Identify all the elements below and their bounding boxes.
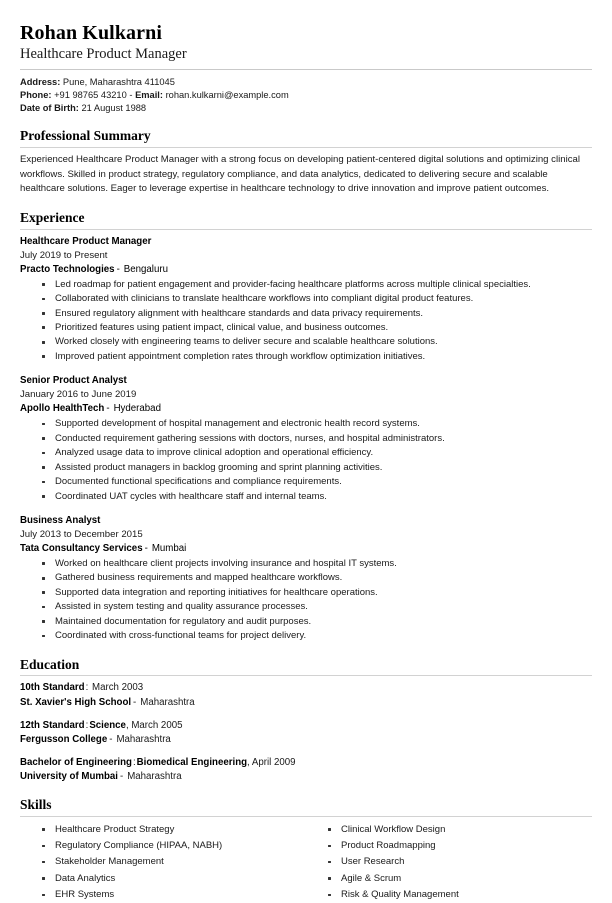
experience-company-name: Tata Consultancy Services xyxy=(20,542,143,554)
contact-details xyxy=(20,76,592,116)
section-experience xyxy=(20,210,592,644)
experience-bullet-list xyxy=(20,417,592,504)
experience-bullet: Led roadmap for patient engagement and provider-facing healthcare platforms across multiple clinical specialties. xyxy=(20,278,592,292)
education-qualification-line xyxy=(20,756,592,770)
section-heading-summary: Professional Summary xyxy=(20,128,151,144)
experience-bullet: Ensured regulatory alignment with healthcare standards and data privacy requirements. xyxy=(20,307,592,321)
experience-location: Mumbai xyxy=(151,542,187,554)
experience-bullet: Coordinated with cross-functional teams for project delivery. xyxy=(20,629,592,643)
experience-role: Business Analyst xyxy=(20,514,101,526)
education-institution-line xyxy=(20,696,592,710)
education-colon: : xyxy=(132,756,136,768)
education-institution: St. Xavier's High School xyxy=(20,696,132,708)
education-qualification-line xyxy=(20,681,592,695)
education-entry xyxy=(20,719,592,747)
education-entry-list xyxy=(20,681,592,783)
education-institution-line xyxy=(20,770,592,784)
experience-company-line xyxy=(20,402,592,416)
experience-dates: January 2016 to June 2019 xyxy=(20,389,137,401)
section-divider-skills xyxy=(20,816,592,817)
education-colon: : xyxy=(85,719,89,731)
experience-bullet: Collaborated with clinicians to translate healthcare workflows into compliant digital product features. xyxy=(20,292,592,306)
experience-location: Bengaluru xyxy=(123,263,168,275)
section-divider-summary xyxy=(20,147,592,148)
experience-bullet: Analyzed usage data to improve clinical adoption and operational efficiency. xyxy=(20,446,592,460)
experience-separator: - xyxy=(144,542,148,554)
education-date: , March 2005 xyxy=(125,719,183,731)
summary-text: Experienced Healthcare Product Manager with a strong focus on developing patient-centered digital solutions and optimizing clinical workflows. Skilled in product strategy, regulatory compliance, and data analytics, dedicated to delivering secure and scalable healthcare solutions. Eager to leverage expertise in healthcare technology to drive innovation and improve patient outcomes. xyxy=(20,154,580,195)
phone-label: Phone: xyxy=(20,89,52,100)
experience-bullet: Worked closely with engineering teams to deliver secure and scalable healthcare solutions. xyxy=(20,335,592,349)
education-separator: - xyxy=(119,770,124,782)
skill-item: Product Roadmapping xyxy=(306,838,592,854)
skills-column-right xyxy=(306,822,592,903)
education-institution: University of Mumbai xyxy=(20,770,118,782)
experience-bullet: Conducted requirement gathering sessions with doctors, nurses, and hospital administrators. xyxy=(20,432,592,446)
candidate-name: Rohan Kulkarni xyxy=(20,22,163,44)
candidate-job-title: Healthcare Product Manager xyxy=(20,46,187,63)
education-entry xyxy=(20,681,592,709)
education-date: March 2003 xyxy=(89,682,144,694)
experience-bullet-list xyxy=(20,557,592,644)
contact-phone-email-line xyxy=(20,89,592,102)
education-qualification: 10th Standard xyxy=(20,682,85,694)
experience-role: Healthcare Product Manager xyxy=(20,235,152,247)
experience-bullet: Prioritized features using patient impact, clinical value, and business outcomes. xyxy=(20,321,592,335)
experience-bullet: Assisted product managers in backlog grooming and sprint planning activities. xyxy=(20,461,592,475)
skills-columns xyxy=(20,822,592,903)
resume-header xyxy=(20,22,592,115)
education-separator: - xyxy=(133,696,137,708)
experience-bullet: Worked on healthcare client projects involving insurance and hospital IT systems. xyxy=(20,557,592,571)
education-location: Maharashtra xyxy=(127,770,182,782)
experience-company-line xyxy=(20,263,592,277)
education-institution: Fergusson College xyxy=(20,733,108,745)
contact-dob-line xyxy=(20,102,592,115)
skill-item: Agile & Scrum xyxy=(306,871,592,887)
section-heading-education: Education xyxy=(20,656,80,672)
education-location: Maharashtra xyxy=(140,696,195,708)
experience-location: Hyderabad xyxy=(113,403,161,415)
experience-bullet: Coordinated UAT cycles with healthcare staff and internal teams. xyxy=(20,490,592,504)
experience-dates: July 2019 to Present xyxy=(20,249,108,261)
education-stream: Biomedical Engineering xyxy=(136,756,248,768)
experience-bullet: Improved patient appointment completion rates through workflow optimization initiatives. xyxy=(20,350,592,364)
contact-address-line xyxy=(20,76,592,89)
experience-bullet: Assisted in system testing and quality assurance processes. xyxy=(20,600,592,614)
section-professional-summary xyxy=(20,128,592,197)
education-colon: : xyxy=(85,682,89,694)
skill-item: Healthcare Product Strategy xyxy=(20,822,306,838)
education-separator: - xyxy=(109,733,113,745)
section-skills xyxy=(20,797,592,903)
education-qualification-line xyxy=(20,719,592,733)
skill-item: Risk & Quality Management xyxy=(306,887,592,903)
education-date: , April 2009 xyxy=(247,756,296,768)
education-location: Maharashtra xyxy=(116,733,171,745)
section-heading-skills: Skills xyxy=(20,796,52,812)
education-qualification: Bachelor of Engineering xyxy=(20,756,132,768)
experience-entry xyxy=(20,374,592,504)
section-divider-education xyxy=(20,675,592,676)
skill-item: Data Analytics xyxy=(20,871,306,887)
education-stream: Science xyxy=(89,719,126,731)
experience-bullet: Supported data integration and reporting initiatives for healthcare operations. xyxy=(20,586,592,600)
experience-separator: - xyxy=(116,263,120,275)
skill-item: Regulatory Compliance (HIPAA, NABH) xyxy=(20,838,306,854)
experience-bullet: Gathered business requirements and mapped healthcare workflows. xyxy=(20,571,592,585)
experience-separator: - xyxy=(106,403,110,415)
experience-company-name: Apollo HealthTech xyxy=(20,403,105,415)
experience-bullet-list xyxy=(20,278,592,365)
education-qualification: 12th Standard xyxy=(20,719,85,731)
dob-label: Date of Birth: xyxy=(20,102,79,113)
skills-list-right xyxy=(306,822,592,903)
experience-dates: July 2013 to December 2015 xyxy=(20,529,143,540)
contact-separator: - xyxy=(129,89,133,100)
experience-entry xyxy=(20,235,592,365)
experience-bullet: Maintained documentation for regulatory and audit purposes. xyxy=(20,615,592,629)
experience-bullet: Supported development of hospital management and electronic health record systems. xyxy=(20,417,592,431)
address-label: Address: xyxy=(20,76,61,87)
skill-item: Stakeholder Management xyxy=(20,854,306,870)
skills-list-left xyxy=(20,822,306,903)
experience-company-line xyxy=(20,542,592,556)
skills-column-left xyxy=(20,822,306,903)
experience-company-name: Practo Technologies xyxy=(20,263,115,275)
section-heading-experience: Experience xyxy=(20,209,85,225)
header-divider xyxy=(20,69,592,70)
skill-item: Clinical Workflow Design xyxy=(306,822,592,838)
experience-role: Senior Product Analyst xyxy=(20,375,127,387)
skill-item: EHR Systems xyxy=(20,887,306,903)
education-entry xyxy=(20,756,592,784)
education-institution-line xyxy=(20,733,592,747)
section-education xyxy=(20,657,592,784)
email-value: rohan.kulkarni@example.com xyxy=(165,89,289,100)
experience-entry xyxy=(20,514,592,644)
email-label: Email: xyxy=(135,89,163,100)
dob-value: 21 August 1988 xyxy=(81,102,147,113)
address-value: Pune, Maharashtra 411045 xyxy=(62,76,175,87)
experience-entry-list xyxy=(20,235,592,644)
section-divider-experience xyxy=(20,229,592,230)
skill-item: User Research xyxy=(306,854,592,870)
phone-value: +91 98765 43210 xyxy=(54,89,127,100)
experience-bullet: Documented functional specifications and compliance requirements. xyxy=(20,475,592,489)
